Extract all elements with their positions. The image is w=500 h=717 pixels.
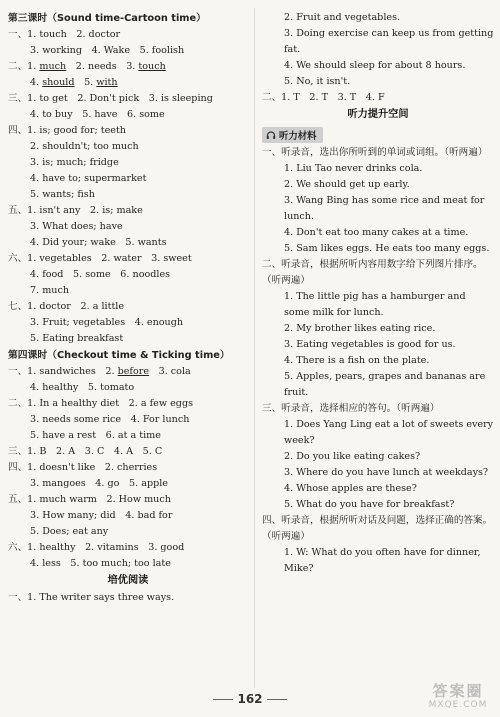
watermark-logo: 答案圈 MXQE.COM (428, 682, 488, 710)
transcript-line: 5. Sam likes eggs. He eats too many eggs. (284, 243, 490, 254)
answer-line: 2. Fruit and vegetables. (284, 12, 401, 23)
question-heading: 四、听录音，根据所听对话及问题，选择正确的答案。（听两遍） (262, 515, 493, 542)
section-title-reading: 培优阅读 (107, 575, 149, 586)
transcript-line: 2. My brother likes eating rice. (284, 323, 436, 334)
underlined-answer: much (39, 61, 67, 72)
question-heading: 二、听录音，根据所听内容用数字给下列图片排序。（听两遍） (262, 259, 483, 286)
transcript-line: 2. We should get up early. (284, 179, 410, 190)
question-heading: 三、听录音，选择相应的答句。（听两遍） (262, 403, 440, 414)
transcript-line: 4. Don't eat too many cakes at a time. (284, 227, 469, 238)
section-title-listening: 听力提升空间 (347, 109, 409, 120)
underlined-answer: before (117, 366, 150, 377)
answer-line: 5. No, it isn't. (284, 76, 351, 87)
answer-line: 三、1. B 2. A 3. C 4. A 5. C (8, 446, 163, 457)
transcript-line: 1. W: What do you often have for dinner, Mike? (284, 547, 481, 574)
answer-line: 4. healthy 5. tomato (30, 382, 135, 393)
section-title-lesson3: 第三课时（Sound time-Cartoon time） (8, 13, 206, 24)
answer-line: 4. Did your; wake 5. wants (30, 237, 167, 248)
answer-line: 四、1. is; good for; teeth (8, 125, 126, 136)
answer-line: 六、1. healthy 2. vitamins 3. good (8, 542, 185, 553)
answer-line: 3. What does; have (30, 221, 123, 232)
answer-line: 3. How many; did 4. bad for (30, 510, 173, 521)
answer-line: 4. We should sleep for about 8 hours. (284, 60, 466, 71)
answer-line: 4. should 5. with (30, 77, 118, 88)
answer-line: 二、1. T 2. T 3. T 4. F (262, 92, 385, 103)
column-divider (254, 8, 255, 688)
transcript-line: 4. Whose apples are these? (284, 483, 417, 494)
underlined-answer: should (42, 77, 75, 88)
answer-line: 5. wants; fish (30, 189, 95, 200)
answer-line: 五、1. isn't any 2. is; make (8, 205, 143, 216)
answer-line: 一、1. The writer says three ways. (8, 592, 175, 603)
transcript-line: 5. Apples, pears, grapes and bananas are fruit. (284, 371, 486, 398)
headphones-icon (266, 130, 276, 140)
transcript-line: 3. Wang Bing has some rice and meat for lunch. (284, 195, 485, 222)
answer-line: 五、1. much warm 2. How much (8, 494, 171, 505)
transcript-line: 1. Does Yang Ling eat a lot of sweets every week? (284, 419, 494, 446)
answer-line: 一、1. touch 2. doctor (8, 29, 121, 40)
answer-line: 3. Doing exercise can keep us from getting fat. (284, 28, 494, 55)
answer-line: 一、1. sandwiches 2. before 3. cola (8, 366, 191, 377)
answer-line: 3. working 4. Wake 5. foolish (30, 45, 185, 56)
transcript-line: 5. What do you have for breakfast? (284, 499, 455, 510)
answer-line: 4. to buy 5. have 6. some (30, 109, 165, 120)
underlined-answer: with (96, 77, 118, 88)
transcript-line: 3. Eating vegetables is good for us. (284, 339, 456, 350)
answer-line: 4. food 5. some 6. noodles (30, 269, 171, 280)
underlined-answer: touch (138, 61, 166, 72)
answer-line: 七、1. doctor 2. a little (8, 301, 125, 312)
answer-line: 3. needs some rice 4. For lunch (30, 414, 190, 425)
answer-line: 3. Fruit; vegetables 4. enough (30, 317, 184, 328)
page-number: 162 (0, 692, 500, 706)
left-column (8, 10, 248, 606)
answer-line: 三、1. to get 2. Don't pick 3. is sleeping (8, 93, 213, 104)
answer-line: 四、1. doesn't like 2. cherries (8, 462, 158, 473)
answer-line: 5. Eating breakfast (30, 333, 124, 344)
answer-line: 3. is; much; fridge (30, 157, 119, 168)
transcript-line: 4. There is a fish on the plate. (284, 355, 430, 366)
answer-line: 六、1. vegetables 2. water 3. sweet (8, 253, 192, 264)
transcript-line: 1. The little pig has a hamburger and some milk for lunch. (284, 291, 466, 318)
answer-line: 3. mangoes 4. go 5. apple (30, 478, 168, 489)
answer-line: 二、1. much 2. needs 3. touch (8, 61, 166, 72)
section-title-lesson4: 第四课时（Checkout time & Ticking time） (8, 350, 230, 361)
answer-line: 5. Does; eat any (30, 526, 109, 537)
answer-line: 4. less 5. too much; too late (30, 558, 171, 569)
answer-line: 5. have a rest 6. at a time (30, 430, 161, 441)
question-heading: 一、听录音，选出你所听到的单词或词组。（听两遍） (262, 147, 488, 158)
answer-line: 2. shouldn't; too much (30, 141, 139, 152)
listening-tag-row (262, 124, 494, 145)
transcript-line: 1. Liu Tao never drinks cola. (284, 163, 423, 174)
transcript-line: 2. Do you like eating cakes? (284, 451, 421, 462)
answer-line: 4. have to; supermarket (30, 173, 147, 184)
transcript-line: 3. Where do you have lunch at weekdays? (284, 467, 489, 478)
listening-material-tag: 听力材料 (262, 127, 323, 143)
answer-line: 7. much (30, 285, 70, 296)
answer-line: 二、1. In a healthy diet 2. a few eggs (8, 398, 194, 409)
right-column (262, 10, 494, 577)
